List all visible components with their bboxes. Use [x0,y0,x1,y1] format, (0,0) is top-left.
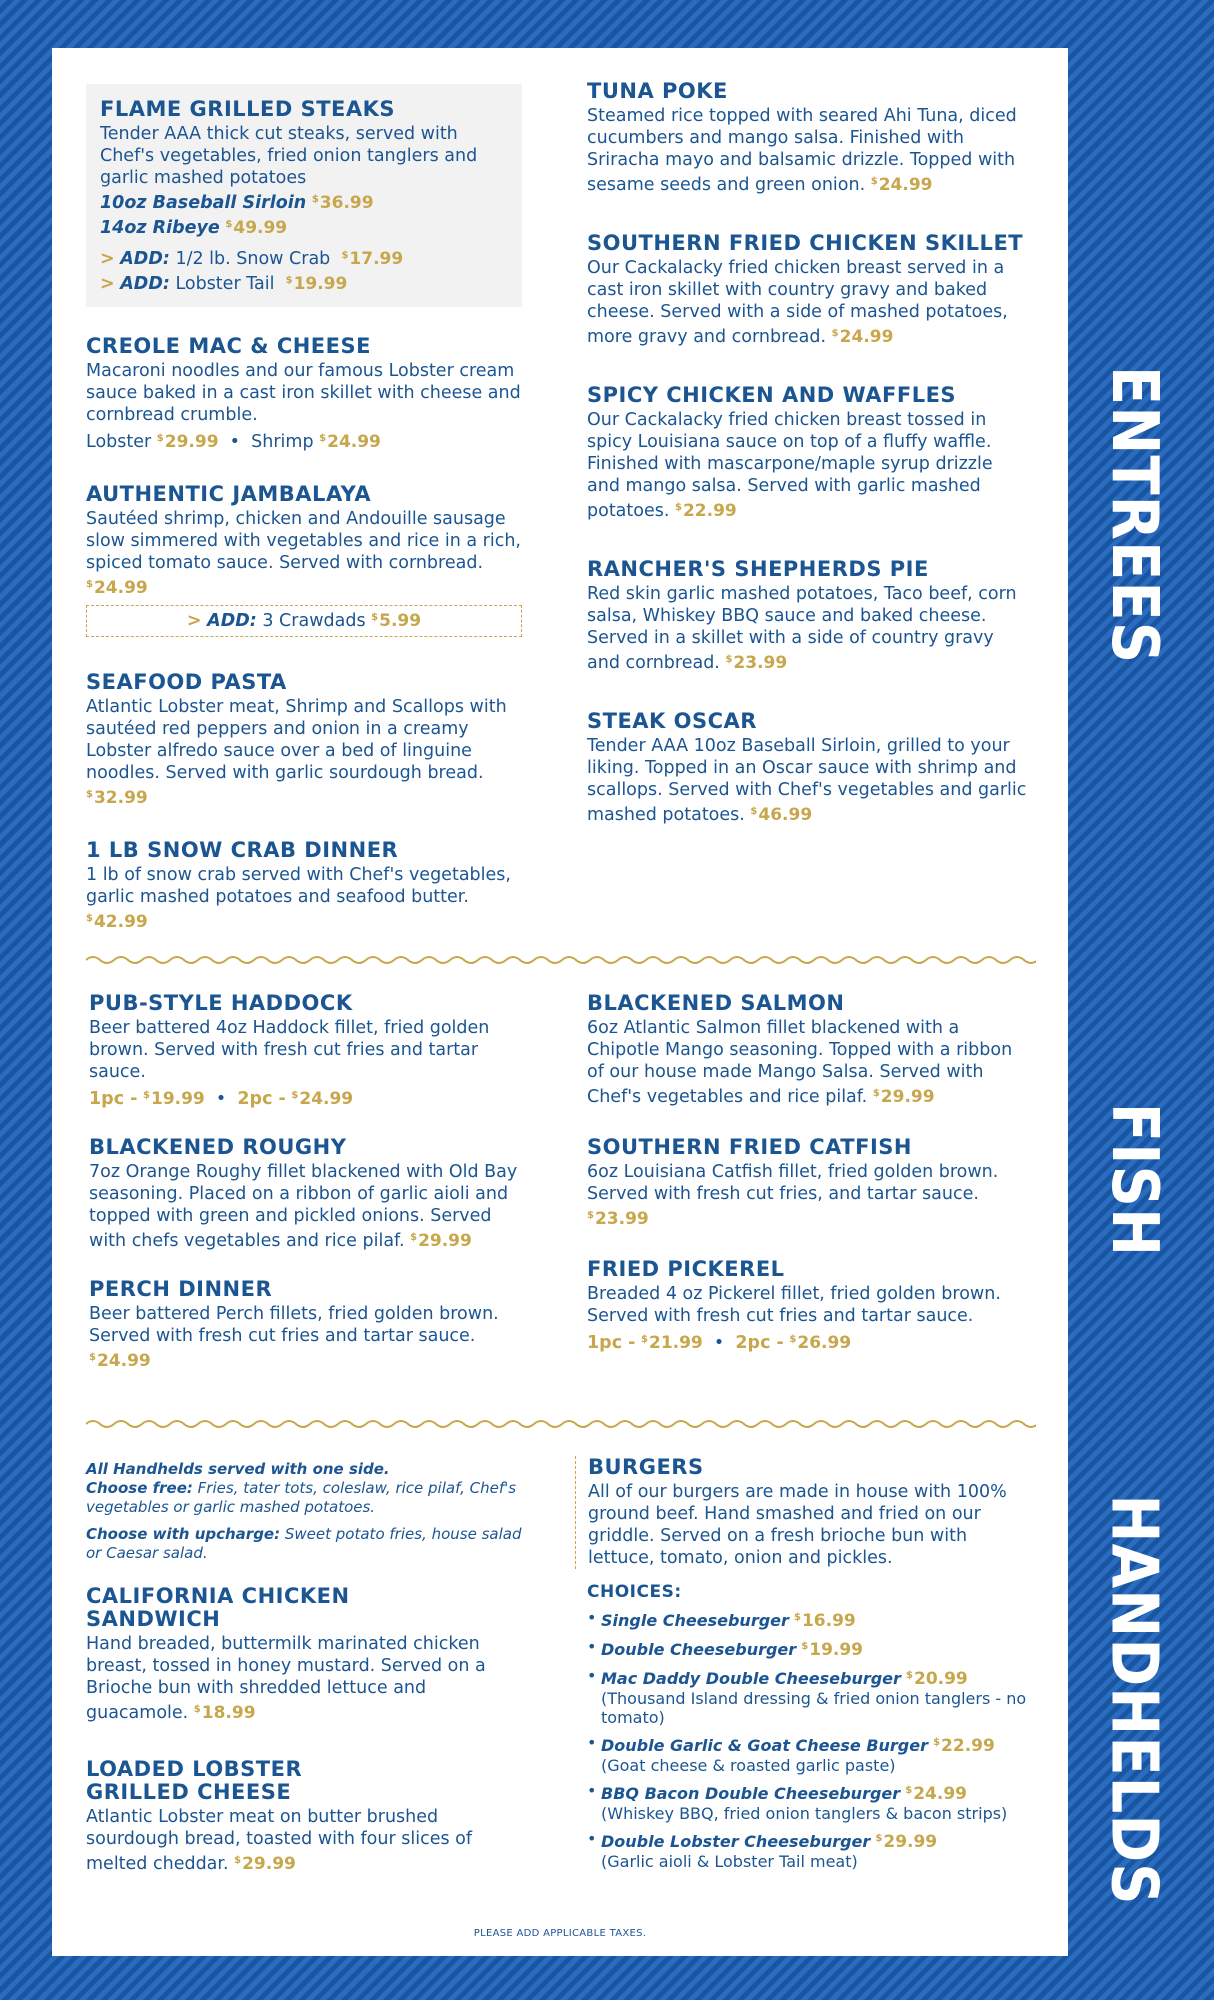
steak-oscar-desc: Tender AAA 10oz Baseball Sirloin, grilled to your liking. Topped in an Oscar sauce with shrimp and scallops. Served with Chef's vegetables and garlic mashed potatoes. [587,736,1027,825]
tuna-poke-price: $24.99 [870,175,933,195]
salmon-title: BLACKENED SALMON [587,991,845,1015]
section-label-entrees: ENTREES [1097,365,1171,665]
burger-choice: • Double Lobster Cheeseburger $29.99 (Garlic aioli & Lobster Tail meat) [587,1829,1027,1871]
chicken-waffles-title: SPICY CHICKEN AND WAFFLES [587,383,957,407]
menu-item-roughy [89,1136,525,1252]
burger-choice: • BBQ Bacon Double Cheeseburger $24.99 (Whiskey BBQ, fried onion tanglers & bacon strips) [587,1781,1027,1823]
perch-price: $24.99 [89,1351,151,1371]
tuna-poke-title: TUNA POKE [587,79,728,103]
steaks-box [86,84,522,307]
chicken-waffles-desc: Our Cackalacky fried chicken breast tossed in spicy Louisiana sauce on top of a fluffy waffle. Finished with mascarpone/maple syrup drizzle and mango salsa. Served with garlic mashed potatoes. [587,410,993,521]
chicken-skillet-title: SOUTHERN FRIED CHICKEN SKILLET [587,231,1024,255]
chicken-waffles-price: $22.99 [675,501,737,521]
menu-item-pickerel [587,1258,1027,1354]
ribeye-name: 14oz Ribeye [100,218,220,238]
chevron-icon: > [100,249,115,269]
steak-add-lobster: > ADD: Lobster Tail $19.99 [100,274,348,294]
menu-item-salmon [587,992,1027,1108]
pickerel-desc: Breaded 4 oz Pickerel fillet, fried golden brown. Served with fresh cut fries and tartar sauce. [587,1284,1001,1326]
steak-oscar-title: STEAK OSCAR [587,709,757,733]
burger-choice: • Double Garlic & Goat Cheese Burger $22.99 (Goat cheese & roasted garlic paste) [587,1733,1027,1775]
burger-choice: • Double Cheeseburger $19.99 [587,1637,1027,1660]
roughy-title: BLACKENED ROUGHY [89,1135,347,1159]
fish-left-column [89,992,525,1402]
fish-right-column [587,992,1027,1384]
roughy-price: $29.99 [410,1231,472,1251]
wave-divider [86,1418,1036,1430]
menu-item-lobster-grilled-cheese [86,1758,526,1875]
burgers-choices-title: CHOICES: [587,1582,682,1602]
tax-note: PLEASE ADD APPLICABLE TAXES. [473,1928,647,1939]
seafood-pasta-title: SEAFOOD PASTA [86,670,287,694]
shepherds-pie-title: RANCHER'S SHEPHERDS PIE [587,557,929,581]
seafood-pasta-price: $32.99 [86,788,148,808]
chevron-icon: > [100,274,115,294]
salmon-price: $29.99 [872,1087,935,1107]
menu-item-shepherds-pie [587,558,1027,674]
menu-item-chicken-skillet [587,232,1027,348]
menu-item-steak-oscar [587,710,1027,826]
burgers-title: BURGERS [588,1455,704,1479]
perch-title: PERCH DINNER [89,1277,273,1301]
chicken-skillet-desc: Our Cackalacky fried chicken breast served in a cast iron skillet with country gravy and baked cheese. Served with a side of mashed potatoes, more gravy and cornbread. [587,258,1008,347]
menu-item-catfish [587,1136,1027,1230]
section-label-fish: FISH [1097,1102,1171,1258]
lobster-grilled-cheese-title: LOADED LOBSTER GRILLED CHEESE [86,1757,303,1804]
tuna-poke-desc: Steamed rice topped with seared Ahi Tuna, diced cucumbers and mango salsa. Finished with Sriracha mayo and balsamic drizzle. Topped with sesame seeds and green onion. [587,106,1017,195]
handheld-sides-note: All Handhelds served with one side. Choose free: Fries, tater tots, coleslaw, rice pilaf, Chef's vegetables or garlic mashed potatoes. Choose with upcharge: Sweet potato fries, house salad or Caesar salad. [86,1460,522,1562]
pickerel-title: FRIED PICKEREL [587,1257,785,1281]
cali-chicken-desc: Hand breaded, buttermilk marinated chicken breast, tossed in honey mustard. Served on a Brioche bun with shredded lettuce and guacamole. [86,1634,486,1723]
steaks-desc: Tender AAA thick cut steaks, served with Chef's vegetables, fried onion tanglers and garlic mashed potatoes [100,124,478,188]
lobster-grilled-cheese-price: $29.99 [234,1854,296,1874]
steak-add-crab: > ADD: 1/2 lb. Snow Crab $17.99 [100,249,404,269]
sirloin-price: $36.99 [311,193,374,213]
menu-item-haddock [89,992,525,1110]
section-label-handhelds: HANDHELDS [1097,1494,1171,1906]
shepherds-pie-desc: Red skin garlic mashed potatoes, Taco beef, corn salsa, Whiskey BBQ sauce and baked cheese. Served in a skillet with a side of country gravy and cornbread. [587,584,1017,673]
entrees-right-column [587,80,1027,856]
burger-choice: • Single Cheeseburger $16.99 [587,1608,1027,1631]
haddock-desc: Beer battered 4oz Haddock fillet, fried golden brown. Served with fresh cut fries and tartar sauce. [89,1018,490,1082]
roughy-desc: 7oz Orange Roughy fillet blackened with Old Bay seasoning. Placed on a ribbon of garlic aioli and topped with green and pickled onions. Served with chefs vegetables and rice pilaf. [89,1162,518,1251]
menu-card [52,48,1068,1956]
chevron-icon: > [186,611,202,631]
catfish-title: SOUTHERN FRIED CATFISH [587,1135,912,1159]
seafood-pasta-desc: Atlantic Lobster meat, Shrimp and Scallops with sautéed red peppers and onion in a creamy Lobster alfredo sauce over a bed of linguine noodles. Served with garlic sourdough bread. [86,697,507,783]
handhelds-left-column [86,1460,526,1905]
snow-crab-desc: 1 lb of snow crab served with Chef's vegetables, garlic mashed potatoes and seafood butter. [86,865,511,907]
salmon-desc: 6oz Atlantic Salmon fillet blackened with a Chipotle Mango seasoning. Topped with a ribbon of our house made Mango Salsa. Served with Chef's vegetables and rice pilaf. [587,1018,1013,1107]
shepherds-pie-price: $23.99 [725,653,788,673]
jambalaya-price: $24.99 [86,578,148,598]
menu-item-jambalaya [86,483,522,637]
wave-divider [86,954,1036,966]
burgers-choices-list [587,1608,1027,1871]
sirloin-name: 10oz Baseball Sirloin [100,193,307,213]
catfish-desc: 6oz Louisiana Catfish fillet, fried golden brown. Served with fresh cut fries, and tartar sauce. [587,1162,999,1204]
steak-oscar-price: $46.99 [750,805,813,825]
mac-options: Lobster $29.99 • Shrimp $24.99 [86,432,381,452]
steaks-title: FLAME GRILLED STEAKS [100,97,396,121]
burger-choice: • Mac Daddy Double Cheeseburger $20.99 (Thousand Island dressing & fried onion tanglers - no tomato) [587,1666,1027,1727]
menu-item-tuna-poke [587,80,1027,196]
snow-crab-title: 1 LB SNOW CRAB DINNER [86,838,399,862]
menu-item-seafood-pasta [86,671,522,809]
handhelds-right-column [587,1456,1027,1877]
jambalaya-title: AUTHENTIC JAMBALAYA [86,482,372,506]
burgers-desc: All of our burgers are made in house with 100% ground beef. Hand smashed and fried on our griddle. Served on a fresh brioche bun with lettuce, tomato, onion and pickles. [588,1482,1007,1568]
haddock-title: PUB-STYLE HADDOCK [89,991,353,1015]
pickerel-options: 1pc - $21.99 • 2pc - $26.99 [587,1333,852,1353]
menu-item-california-chicken [86,1585,526,1724]
menu-item-mac [86,335,522,453]
ribeye-price: $49.99 [225,218,288,238]
snow-crab-price: $42.99 [86,912,148,932]
entrees-left-column [86,84,522,963]
perch-desc: Beer battered Perch fillets, fried golden brown. Served with fresh cut fries and tartar sauce. [89,1304,499,1346]
lobster-grilled-cheese-desc: Atlantic Lobster meat on butter brushed sourdough bread, toasted with four slices of melted cheddar. [86,1807,473,1874]
jambalaya-desc: Sautéed shrimp, chicken and Andouille sausage slow simmered with vegetables and rice in a rich, spiced tomato sauce. Served with cornbread. [86,509,521,573]
mac-title: CREOLE MAC & CHEESE [86,334,371,358]
menu-item-chicken-waffles [587,384,1027,522]
jambalaya-add-box: > ADD: 3 Crawdads $5.99 [86,605,522,637]
menu-item-snow-crab [86,839,522,933]
steak-option-sirloin [100,189,508,214]
haddock-options: 1pc - $19.99 • 2pc - $24.99 [89,1089,354,1109]
mac-desc: Macaroni noodles and our famous Lobster cream sauce baked in a cast iron skillet with cheese and cornbread crumble. [86,361,521,425]
menu-item-perch [89,1278,525,1372]
burgers-box [575,1456,1027,1569]
catfish-price: $23.99 [587,1209,649,1229]
cali-chicken-title: CALIFORNIA CHICKEN SANDWICH [86,1584,350,1631]
steak-option-ribeye [100,214,508,239]
cali-chicken-price: $18.99 [193,1703,256,1723]
chicken-skillet-price: $24.99 [831,327,894,347]
